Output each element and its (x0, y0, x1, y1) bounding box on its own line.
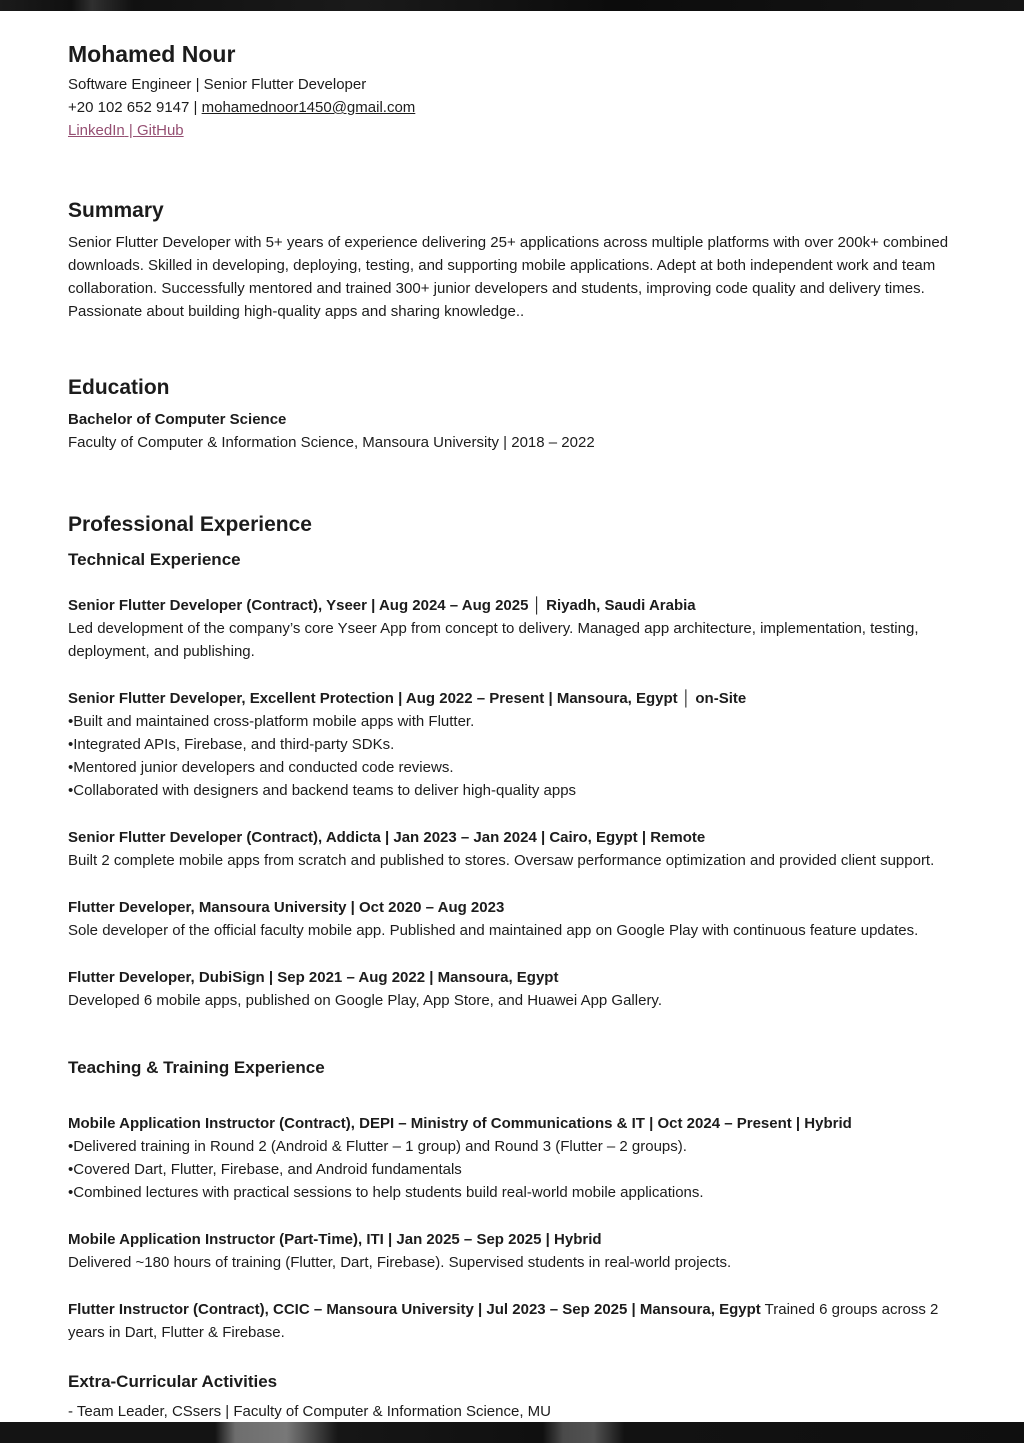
job-description: Built 2 complete mobile apps from scratch and published to stores. Oversaw performance optimization and provided client support. (68, 852, 935, 869)
education-institution: Faculty of Computer & Information Science, Mansoura University | 2018 – 2022 (68, 434, 595, 451)
job-entry-excellent-protection (68, 687, 968, 802)
education-heading: Education (68, 376, 170, 399)
summary-text: Senior Flutter Developer with 5+ years of experience delivering 25+ applications across multiple platforms with over 200k+ combined downloads. Skilled in developing, deploying, testing, and supporting mobile applications. Adept at both independent work and team collaboration. Successfully mentored and trained 300+ junior developers and students, improving code quality and delivery times. Passionate about building high-quality apps and sharing knowledge.. (68, 234, 949, 320)
job-description: Trained 6 groups across 2 years in Dart, Flutter & Firebase. (68, 1301, 939, 1341)
job-title: Flutter Developer, Mansoura University | Oct 2020 – Aug 2023 (68, 899, 505, 916)
resume-header (68, 40, 968, 142)
subsection-teaching-experience (68, 1056, 968, 1344)
subsection-technical-experience (68, 548, 968, 1012)
job-title: Flutter Developer, DubiSign | Sep 2021 – Aug 2022 | Mansoura, Egypt (68, 969, 559, 986)
job-bullet: •Combined lectures with practical sessions to help students build real-world mobile applications. (68, 1184, 704, 1201)
job-title-inline (68, 1298, 968, 1344)
job-description: Developed 6 mobile apps, published on Google Play, App Store, and Huawei App Gallery. (68, 992, 662, 1009)
linkedin-link[interactable]: LinkedIn (68, 122, 125, 139)
job-bullet: •Delivered training in Round 2 (Android & Flutter – 1 group) and Round 3 (Flutter – 2 groups). (68, 1138, 687, 1155)
job-description: Delivered ~180 hours of training (Flutter, Dart, Firebase). Supervised students in real-world projects. (68, 1254, 732, 1271)
job-bullet: •Covered Dart, Flutter, Firebase, and Android fundamentals (68, 1161, 462, 1178)
scan-artifact-bottom (0, 1422, 1024, 1443)
scan-artifact-top (0, 0, 1024, 11)
candidate-name: Mohamed Nour (68, 41, 236, 67)
email-link[interactable]: mohamednoor1450@gmail.com (201, 99, 416, 116)
candidate-title: Software Engineer | Senior Flutter Developer (68, 76, 367, 93)
section-education (68, 375, 968, 454)
links-separator: | (124, 122, 137, 139)
job-entry-ccic (68, 1298, 968, 1344)
extra-curricular-item: - Team Leader, CSsers | Faculty of Computer & Information Science, MU (68, 1403, 551, 1420)
job-title: Senior Flutter Developer (Contract), Yseer | Aug 2024 – Aug 2025 │ Riyadh, Saudi Arabia (68, 597, 696, 614)
extra-curricular-heading: Extra-Curricular Activities (68, 1372, 278, 1391)
job-title: Flutter Instructor (Contract), CCIC – Mansoura University | Jul 2023 – Sep 2025 | Mansoura, Egypt (68, 1301, 761, 1318)
job-entry-dubisign (68, 966, 968, 1012)
job-entry-iti (68, 1228, 968, 1274)
job-entry-depi (68, 1112, 968, 1204)
job-bullet: •Built and maintained cross-platform mobile apps with Flutter. (68, 713, 475, 730)
job-title: Mobile Application Instructor (Part-Time), ITI | Jan 2025 – Sep 2025 | Hybrid (68, 1231, 602, 1248)
job-description: Led development of the company’s core Yseer App from concept to delivery. Managed app architecture, implementation, testing, deployment, and publishing. (68, 620, 919, 660)
subsection-extra-curricular (68, 1370, 968, 1423)
education-degree: Bachelor of Computer Science (68, 411, 287, 428)
job-title: Senior Flutter Developer, Excellent Protection | Aug 2022 – Present | Mansoura, Egypt │ on-Site (68, 690, 747, 707)
job-description: Sole developer of the official faculty mobile app. Published and maintained app on Google Play with continuous feature updates. (68, 922, 919, 939)
job-bullet: •Integrated APIs, Firebase, and third-party SDKs. (68, 736, 395, 753)
job-entry-addicta (68, 826, 968, 872)
social-links (68, 119, 968, 142)
phone-number: +20 102 652 9147 (68, 99, 190, 116)
section-summary (68, 198, 968, 323)
job-bullet: •Mentored junior developers and conducted code reviews. (68, 759, 454, 776)
experience-heading: Professional Experience (68, 513, 312, 536)
job-title: Senior Flutter Developer (Contract), Addicta | Jan 2023 – Jan 2024 | Cairo, Egypt | Remote (68, 829, 706, 846)
teaching-experience-heading: Teaching & Training Experience (68, 1058, 325, 1077)
contact-separator: | (189, 99, 202, 116)
section-experience (68, 512, 968, 1423)
github-link[interactable]: GitHub (136, 122, 184, 139)
job-entry-yseer (68, 594, 968, 663)
summary-heading: Summary (68, 199, 164, 222)
job-title: Mobile Application Instructor (Contract), DEPI – Ministry of Communications & IT | Oct 2024 – Present | Hybrid (68, 1115, 852, 1132)
job-bullet: •Collaborated with designers and backend teams to deliver high-quality apps (68, 782, 577, 799)
contact-line (68, 96, 968, 119)
job-entry-mansoura-university (68, 896, 968, 942)
technical-experience-heading: Technical Experience (68, 550, 241, 569)
